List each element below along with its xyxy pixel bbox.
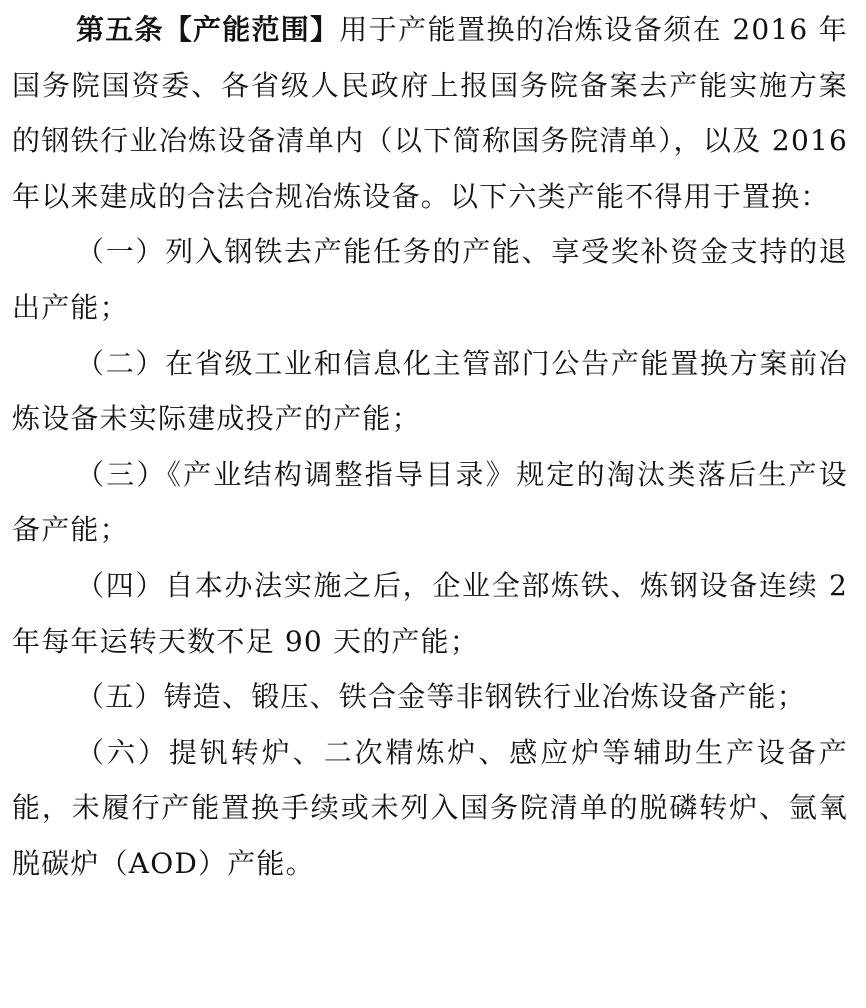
list-item-1: （一）列入钢铁去产能任务的产能、享受奖补资金支持的退出产能； (12, 235, 848, 324)
article-paragraph (12, 2, 848, 224)
article-intro: 用于产能置换的冶炼设备须在 2016 年国务院国资委、各省级人民政府上报国务院备案去产能实施方案的钢铁行业冶炼设备清单内（以下简称国务院清单），以及 2016 年以来建成的合法合规冶炼设备。以下六类产能不得用于置换： (12, 13, 848, 213)
list-item-6: （六）提钒转炉、二次精炼炉、感应炉等辅助生产设备产能，未履行产能置换手续或未列入国务院清单的脱磷转炉、氩氧脱碳炉（AOD）产能。 (12, 735, 848, 880)
list-item-5: （五）铸造、锻压、铁合金等非钢铁行业冶炼设备产能； (76, 680, 807, 714)
list-item-3: （三）《产业结构调整指导目录》规定的淘汰类落后生产设备产能； (12, 457, 848, 547)
list-item-2: （二）在省级工业和信息化主管部门公告产能置换方案前冶炼设备未实际建成投产的产能； (12, 346, 848, 436)
list-item-4: （四）自本办法实施之后，企业全部炼铁、炼钢设备连续 2 年每年运转天数不足 90 天的产能； (12, 568, 848, 658)
article-heading: 第五条【产能范围】 (76, 13, 340, 46)
